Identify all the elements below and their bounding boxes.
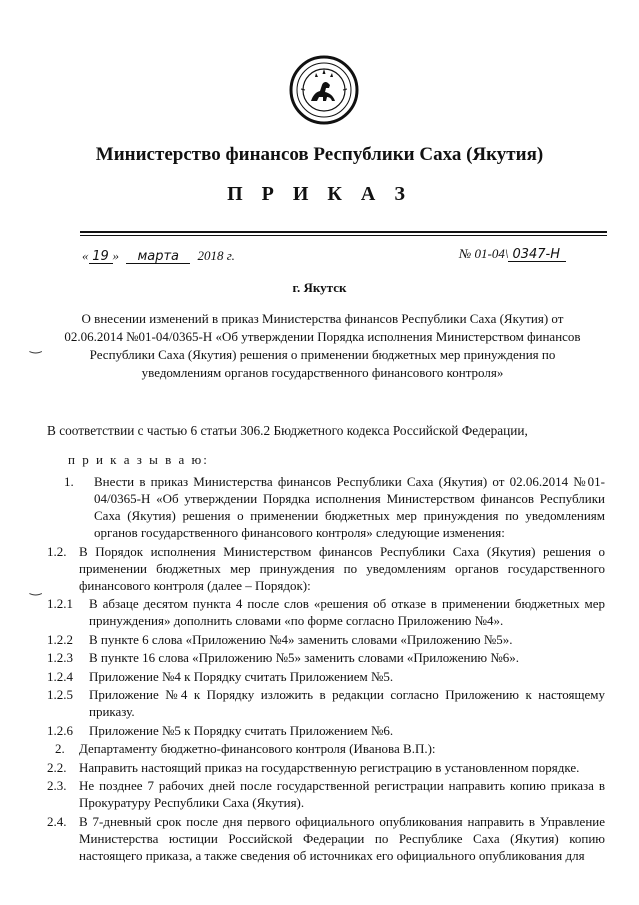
list-item: [47, 543, 605, 594]
legal-basis: В соответствии с частью 6 статьи 306.2 Бюджетного кодекса Российской Федерации,: [47, 423, 528, 438]
order-number-handwritten: 0347-Н: [508, 248, 566, 262]
item-text: Направить настоящий приказ на государственную регистрацию в установленном порядке.: [79, 759, 580, 775]
item-text: Приложение №4 к Порядку изложить в редакции согласно Приложению к настоящему приказу.: [89, 687, 605, 719]
item-text: Департаменту бюджетно-финансового контроля (Иванова В.П.):: [79, 741, 436, 756]
item-text: В Порядок исполнения Министерством финансов Республики Саха (Якутия) решения о применении бюджетных мер принуждения по уведомлениям органов государственного финансового контроля (далее – Порядок):: [79, 543, 605, 593]
list-item: [47, 686, 605, 720]
date-day-handwritten: 19: [89, 250, 113, 264]
item-number: 1.2.2: [47, 631, 73, 647]
order-number: [459, 246, 566, 262]
item-number: 1.2.1: [47, 596, 73, 611]
item-number: 2.: [55, 741, 65, 756]
list-item: [47, 740, 605, 757]
list-item: [47, 473, 605, 541]
list-item: [47, 722, 605, 739]
list-item: [47, 595, 605, 629]
header-divider-thick: [80, 231, 607, 233]
margin-punch-mark: ‿: [30, 581, 42, 596]
order-title: П Р И К А З: [227, 183, 412, 205]
date-month-handwritten: марта: [126, 250, 190, 264]
item-text: В 7-дневный срок после дня первого официального опубликования направить в Управление Министерства юстиции Российской Федерации по Республике Саха (Якутия) копию настоящего приказа, а также сведения об источниках его официального опубликования для: [79, 813, 605, 863]
margin-punch-mark: ‿: [30, 339, 42, 354]
item-text: Приложение №5 к Порядку считать Приложением №6.: [89, 722, 394, 738]
list-item: [47, 759, 605, 776]
ministry-name: Министерство финансов Республики Саха (Якутия): [95, 144, 544, 165]
coat-of-arms-emblem: [289, 55, 359, 125]
date-year: 2018 г.: [197, 248, 235, 263]
order-number-prefix: № 01-04\: [459, 246, 509, 261]
item-number: 2.3.: [47, 778, 67, 793]
item-text: Приложение №4 к Порядку считать Приложением №5.: [89, 668, 394, 684]
item-text: В пункте 16 слова «Приложению №5» заменить словами «Приложению №6».: [89, 650, 520, 665]
item-number: 1.2.3: [47, 650, 73, 665]
item-text: В абзаце десятом пункта 4 после слов «решения об отказе в применении бюджетных мер принуждения» дополнить словами «по форме согласно Приложению №4».: [89, 596, 605, 628]
list-item: [47, 631, 605, 648]
item-number: 1.2.4: [47, 668, 73, 684]
header-divider-thin: [80, 235, 607, 236]
item-number: 2.2.: [47, 759, 67, 775]
date-close-quote: »: [112, 248, 119, 263]
order-date: [82, 248, 235, 264]
list-item: [47, 777, 605, 811]
list-item: [47, 668, 605, 685]
city-name: г. Якутск: [292, 280, 347, 295]
item-number: 1.: [64, 474, 74, 489]
order-subject: О внесении изменений в приказ Министерства финансов Республики Саха (Якутия) от 02.06.2014 №01-04/0365-Н «Об утверждении Порядка исполнения Министерством финансов Республики Саха (Якутия) решения о применении бюджетных мер принуждения по уведомлениям органов государственного финансового контроля»: [64, 311, 581, 380]
item-text: Не позднее 7 рабочих дней после государственной регистрации направить копию приказа в Прокуратуру Республики Саха (Якутия).: [79, 778, 605, 810]
list-item: [47, 813, 605, 864]
item-number: 2.4.: [47, 813, 67, 829]
item-text: Внести в приказ Министерства финансов Республики Саха (Якутия) от 02.06.2014 №01-04/0365-Н «Об утверждении Порядка исполнения Министерством финансов Республики Саха (Якутия) решения о применении бюджетных мер принуждения по уведомлениям органов государственного финансового контроля» следующие изменения:: [94, 474, 605, 540]
item-number: 1.2.: [47, 543, 67, 559]
item-number: 1.2.5: [47, 687, 73, 702]
item-text: В пункте 6 слова «Приложению №4» заменить словами «Приложению №5».: [89, 631, 513, 647]
order-verb: п р и к а з ы в а ю:: [68, 452, 209, 467]
list-item: [47, 649, 605, 666]
item-number: 1.2.6: [47, 722, 73, 738]
order-items-list: [47, 473, 605, 864]
date-open-quote: «: [82, 248, 89, 263]
